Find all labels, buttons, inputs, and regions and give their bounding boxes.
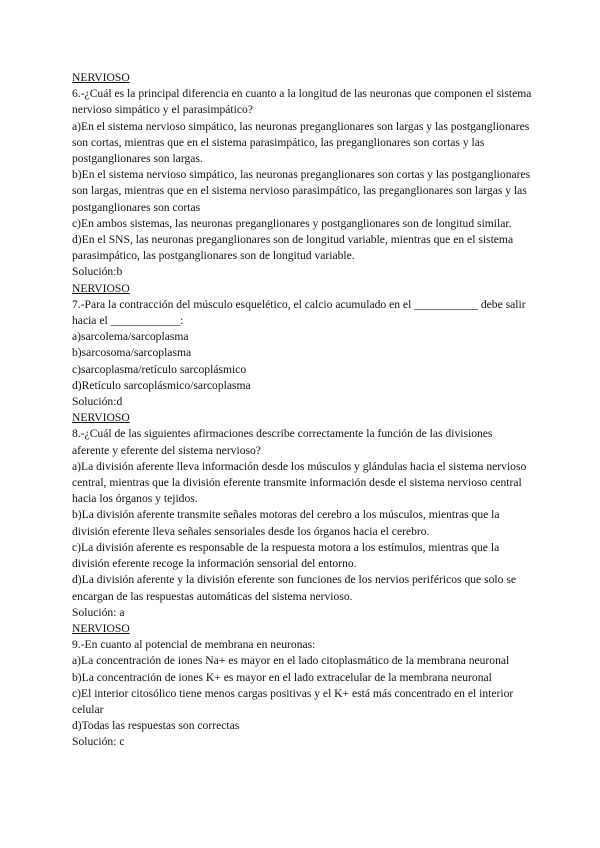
section-heading: NERVIOSO [72,71,130,84]
question-text: 7.-Para la contracción del músculo esquelético, el calcio acumulado en el ___________ debe salir hacia el ____________: [72,297,526,328]
option-d: d)En el SNS, las neuronas preganglionares son de longitud variable, mientras que en el sistema parasimpático, las postganglionares son de longitud variable. [72,233,514,263]
question-block-7 [72,281,532,411]
section-heading: NERVIOSO [72,621,130,635]
solution-text: Solución:d [72,395,123,409]
solution-text: Solución:b [72,265,123,279]
option-a: a)sarcolema/sarcoplasma [72,330,189,344]
option-a: a)En el sistema nervioso simpático, las neuronas preganglionares son largas y las postganglionares son cortas, mientras que en el sistema parasimpático, las preganglionares son cortas y las postganglionares son largas. [72,119,530,166]
option-d: d)La división aferente y la división eferente son funciones de los nervios periféricos que solo se encargan de las respuestas automáticas del sistema nervioso. [72,573,516,603]
option-a: a)La concentración de iones Na+ es mayor en el lado citoplasmático de la membrana neuronal [72,654,510,668]
solution-text: Solución: a [72,605,125,619]
section-heading: NERVIOSO [72,281,130,295]
option-c: c)El interior citosólico tiene menos cargas positivas y el K+ está más concentrado en el interior celular [72,686,514,716]
option-c: c)En ambos sistemas, las neuronas preganglionares y postganglionares son de longitud similar. [72,216,512,230]
option-d: d)Todas las respuestas son correctas [72,719,240,733]
question-text: 6.-¿Cuál es la principal diferencia en cuanto a la longitud de las neuronas que componen el sistema nervioso simpático y el parasimpático? [72,87,532,117]
question-text: 8.-¿Cuál de las siguientes afirmaciones describe correctamente la función de las divisiones aferente y eferente del sistema nervioso? [72,427,493,457]
option-a: a)La división aferente lleva información desde los músculos y glándulas hacia el sistema nervioso central, mientras que la división eferente transmite información desde el sistema nervioso central hacia los órganos y tejidos. [72,459,527,506]
question-block-8 [72,410,532,621]
option-b: b)La división aferente transmite señales motoras del cerebro a los músculos, mientras que la división eferente lleva señales sensoriales desde los órganos hacia el cerebro. [72,508,500,538]
option-b: b)sarcosoma/sarcoplasma [72,346,192,360]
question-text: 9.-En cuanto al potencial de membrana en neuronas: [72,638,316,652]
option-d: d)Retículo sarcoplásmico/sarcoplasma [72,378,251,392]
option-c: c)sarcoplasma/retículo sarcoplásmico [72,362,247,376]
question-block-9 [72,621,532,751]
question-block-6 [72,70,532,281]
section-heading: NERVIOSO [72,411,130,425]
solution-text: Solución: c [72,735,125,749]
option-b: b)La concentración de iones K+ es mayor en el lado extracelular de la membrana neuronal [72,670,492,684]
option-b: b)En el sistema nervioso simpático, las neuronas preganglionares son cortas y las postganglionares son largas, mientras que en el sistema nervioso parasimpático, las preganglionares son largas y las postganglionares son cortas [72,168,531,214]
option-c: c)La división aferente es responsable de la respuesta motora a los estímulos, mientras que la división eferente recoge la información sensorial del entorno. [72,540,500,571]
document-content [72,70,532,751]
